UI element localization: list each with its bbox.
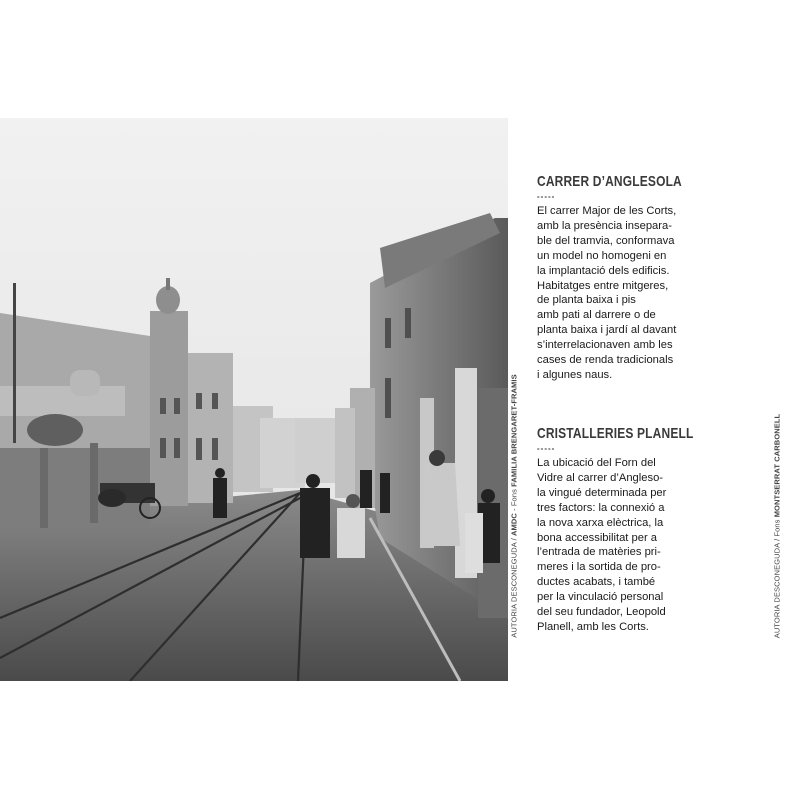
- body-line: El carrer Major de les Corts,: [537, 205, 677, 217]
- body-line: la vingué determinada per: [537, 486, 667, 499]
- body-line: la nova xarxa elèctrica, la: [537, 516, 664, 529]
- body-line: l’entrada de matèries pri-: [537, 546, 661, 559]
- body-line: ble del tramvia, conformava: [537, 234, 675, 247]
- body-line: cases de renda tradicionals: [537, 354, 674, 367]
- body-line: Habitatges entre mitgeres,: [537, 279, 669, 292]
- credit-fons-label: Fons: [772, 517, 782, 537]
- body-line: s’interrelacionaven amb les: [537, 339, 673, 352]
- body-line: la implantació dels edificis.: [537, 264, 670, 277]
- credit-fons-label: - Fons: [509, 486, 519, 514]
- body-line: tres factors: la connexió a: [537, 501, 665, 514]
- body-line: amb la presència insepara-: [537, 219, 672, 232]
- body-line: del seu fundador, Leopold: [537, 606, 666, 619]
- credit-author: AUTORIA DESCONEGUDA: [509, 542, 519, 638]
- body-line: i algunes naus.: [537, 368, 613, 381]
- credit-archive: AMDC: [509, 513, 519, 536]
- credit-separator: /: [772, 536, 782, 544]
- section-title: CARRER D’ANGLESOLA: [537, 173, 682, 190]
- body-line: per la vinculació personal: [537, 591, 664, 604]
- body-line: un model no homogeni en: [537, 249, 667, 262]
- body-line: meres i la sortida de pro-: [537, 561, 661, 574]
- section-body: [537, 204, 685, 383]
- section-cristalleries-planell: [537, 425, 694, 635]
- section-body: [537, 456, 685, 635]
- section-carrer-anglesola: [537, 173, 685, 383]
- section-title: CRISTALLERIES PLANELL: [537, 425, 694, 442]
- credit-author: AUTORIA DESCONEGUDA: [772, 543, 782, 639]
- body-line: Vidre al carrer d’Angleso-: [537, 471, 664, 484]
- body-line: La ubicació del Forn del: [537, 457, 656, 469]
- title-divider: -----: [537, 444, 556, 453]
- title-divider: -----: [537, 192, 556, 201]
- body-line: ductes acabats, i també: [537, 576, 656, 589]
- body-line: de planta baixa i pis: [537, 294, 636, 307]
- body-line: bona accessibilitat per a: [537, 531, 658, 544]
- credit-collection: FAMILIA BRENGARET-FRAMIS: [509, 374, 519, 487]
- body-line: planta baixa i jardí al davant: [537, 324, 677, 337]
- credit-separator: /: [509, 536, 519, 543]
- historic-street-photo: [0, 118, 508, 681]
- body-line: amb pati al darrere o de: [537, 309, 656, 322]
- credit-collection: MONTSERRAT CARBONELL: [772, 413, 782, 518]
- body-line: Planell, amb les Corts.: [537, 620, 649, 633]
